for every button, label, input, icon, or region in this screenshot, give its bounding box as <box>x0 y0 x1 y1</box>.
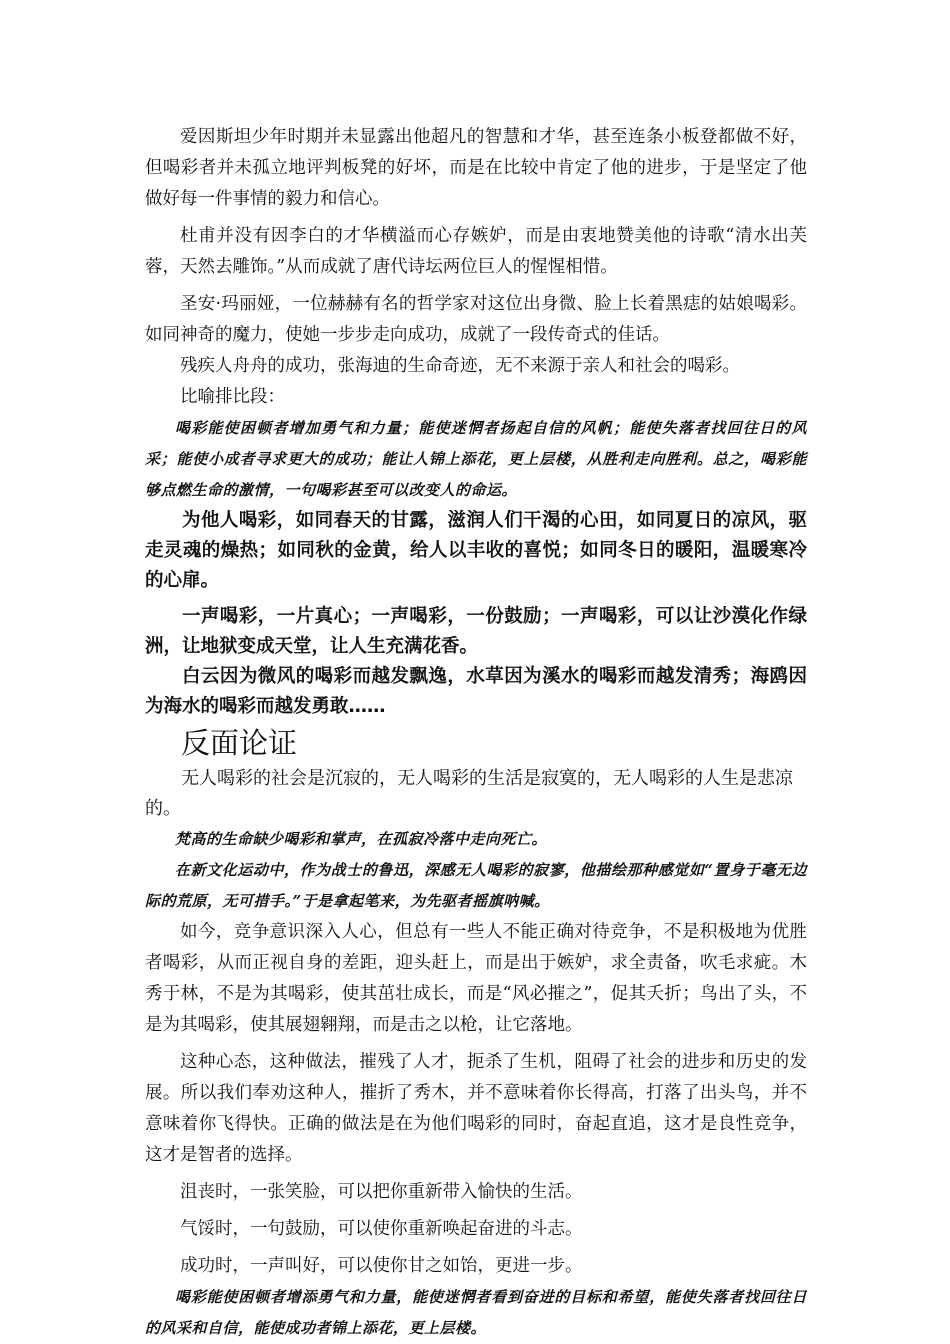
heading-counter-argument: 反面论证 <box>181 726 298 760</box>
paragraph-clouds: 白云因为微风的喝彩而越发飘逸，水草因为溪水的喝彩而越发清秀；海鸥因为海水的喝彩而越发勇敢…… <box>145 666 807 717</box>
paragraph-seasons: 为他人喝彩，如同春天的甘露，滋润人们干渴的心田，如同夏日的凉风，驱走灵魂的燥热；如同秋的金黄，给人以丰收的喜悦；如同冬日的暖阳，温暖寒冷的心扉。 <box>145 510 807 591</box>
paragraph-conclusion: 喝彩能使困顿者增添勇气和力量，能使迷惘者看到奋进的目标和希望，能使失落者找回往日的风采和自信，能使成功者锦上添花，更上层楼。 <box>145 1288 807 1337</box>
name-einstein: 爱因斯坦 <box>180 127 252 147</box>
name-dufu: 杜甫 <box>180 226 217 246</box>
paragraph-luxun: 在新文化运动中，作为战士的鲁迅，深感无人喝彩的寂寥，他描绘那种感觉如“置身于毫无边际的荒原，无可措手。”于是拿起笔来，为先驱者摇旗呐喊。 <box>145 861 807 910</box>
paragraph-success: 成功时，一声叫好，可以使你甘之如饴，更进一步。 <box>180 1256 583 1276</box>
paragraph-text: 的成功， <box>267 356 338 376</box>
name-maria: 圣安·玛丽娅 <box>180 294 275 314</box>
paragraph-cheer-effects: 喝彩能使困顿者增加勇气和力量；能使迷惘者扬起自信的风帆；能使失落者找回往日的风采；能使小成者寻求更大的成功；能让人锦上添花，更上层楼，从胜利走向胜利。总之，喝彩能够点燃生命的激情，一句喝彩甚至可以改变人的命运。 <box>145 419 807 499</box>
name-zhanghaidi: 张海迪 <box>337 356 390 376</box>
paragraph-text: 的生命奇迹，无不来源于亲人和社会的喝彩。 <box>390 356 740 376</box>
name-zhouzhou: 残疾人舟舟 <box>180 356 268 376</box>
paragraph-dufu <box>145 221 807 283</box>
paragraph-einstein <box>145 122 807 215</box>
document-page <box>145 122 807 1344</box>
paragraph-zhouzhou <box>145 351 807 382</box>
paragraph-text: 少年时期并未显露出他超凡的智慧和才华，甚至连条小板登都做不好，但喝彩者并未孤立地评判板凳的好坏，而是在比较中肯定了他的进步，于是坚定了他做好每一件事情的毅力和信心。 <box>145 127 808 209</box>
paragraph-discouraged: 气馁时，一句鼓励，可以使你重新唤起奋进的斗志。 <box>180 1219 583 1239</box>
paragraph-frustrated: 沮丧时，一张笑脸，可以把你重新带入愉快的生活。 <box>180 1182 583 1202</box>
paragraph-text: 并没有因李白的才华横溢而心存嫉妒，而是由衷地赞美他的诗歌“清水出芙蓉，天然去雕饰。”从而成就了唐代诗坛两位巨人的惺惺相惜。 <box>145 226 807 277</box>
paragraph-van-gogh: 梵高的生命缺少喝彩和掌声，在孤寂冷落中走向死亡。 <box>175 830 548 848</box>
paragraph-no-cheer: 无人喝彩的社会是沉寂的，无人喝彩的生活是寂寞的，无人喝彩的人生是悲凉的。 <box>145 768 793 819</box>
paragraph-one-cheer: 一声喝彩，一片真心；一声喝彩，一份鼓励；一声喝彩，可以让沙漠化作绿洲，让地狱变成天堂，让人生充满花香。 <box>145 606 807 657</box>
paragraph-mentality: 这种心态，这种做法，摧残了人才，扼杀了生机，阻碍了社会的进步和历史的发展。所以我们奉劝这种人，摧折了秀木，并不意味着你长得高，打落了出头鸟，并不意味着你飞得快。正确的做法是在为他们喝彩的同时，奋起直追，这才是良性竞争，这才是智者的选择。 <box>145 1052 807 1165</box>
paragraph-competition: 如今，竞争意识深入人心，但总有一些人不能正确对待竞争，不是积极地为优胜者喝彩，从而正视自身的差距，迎头赶上，而是出于嫉妒，求全责备，吹毛求疵。木秀于林，不是为其喝彩，使其茁壮成长，而是“风必摧之”，促其夭折；鸟出了头，不是为其喝彩，使其展翅翱翔，而是击之以枪，让它落地。 <box>145 922 807 1035</box>
section-label-metaphor: 比喻排比段： <box>180 387 285 407</box>
paragraph-text: ，一位赫赫有名的哲学家对这位出身微、脸上长着黑痣的姑娘喝彩。如同神奇的魔力，使她一步步走向成功，成就了一段传奇式的佳话。 <box>145 294 808 345</box>
paragraph-maria <box>145 289 807 351</box>
